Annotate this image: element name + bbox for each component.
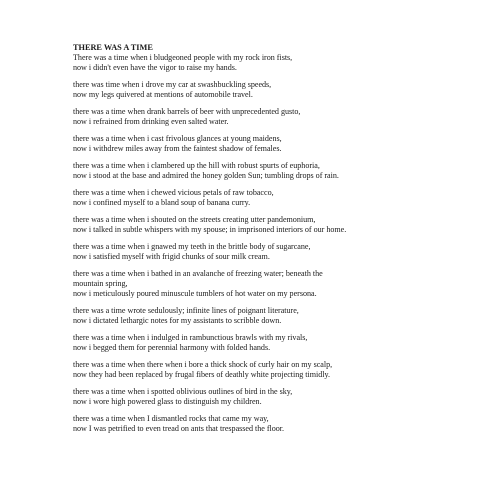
stanza — [73, 333, 473, 353]
stanza — [73, 188, 473, 208]
poem-page — [73, 43, 473, 441]
poem-line: there was a time when I dismantled rocks that came my way, — [73, 414, 269, 423]
stanza — [73, 306, 473, 326]
stanza — [73, 80, 473, 100]
poem-line: mountain spring, — [73, 279, 128, 288]
stanza — [73, 134, 473, 154]
stanza — [73, 53, 473, 73]
stanza — [73, 269, 473, 299]
poem-line: there was a time when i shouted on the streets creating utter pandemonium, — [73, 215, 316, 224]
stanza — [73, 161, 473, 181]
poem-line: now i stood at the base and admired the honey golden Sun; tumbling drops of rain. — [73, 171, 339, 180]
poem-line: there was a time when i chewed vicious petals of raw tobacco, — [73, 188, 274, 197]
stanza — [73, 215, 473, 235]
stanza — [73, 242, 473, 262]
poem-line: now i begged them for perennial harmony with folded hands. — [73, 343, 271, 352]
poem-line: there was a time when i spotted oblivious outlines of bird in the sky, — [73, 387, 293, 396]
poem-line: now i confined myself to a bland soup of banana curry. — [73, 198, 251, 207]
poem-line: now i wore high powered glass to distinguish my children. — [73, 397, 262, 406]
poem-line: now i didn't even have the vigor to raise my hands. — [73, 63, 237, 72]
poem-line: there was a time when i clambered up the hill with robust spurts of euphoria, — [73, 161, 320, 170]
poem-line: now i talked in subtle whispers with my spouse; in imprisoned interiors of our home. — [73, 225, 347, 234]
poem-line: now i meticulously poured minuscule tumblers of hot water on my persona. — [73, 289, 317, 298]
poem-line: there was a time when i bathed in an avalanche of freezing water; beneath the — [73, 269, 323, 278]
poem-line: now i refrained from drinking even salted water. — [73, 117, 229, 126]
stanza — [73, 387, 473, 407]
poem-line: now my legs quivered at mentions of automobile travel. — [73, 90, 253, 99]
poem-line: now I was petrified to even tread on ants that trespassed the floor. — [73, 424, 285, 433]
poem-line: there was a time wrote sedulously; infinite lines of poignant literature, — [73, 306, 299, 315]
stanza — [73, 107, 473, 127]
poem-line: there was time when i drove my car at swashbuckling speeds, — [73, 80, 272, 89]
poem-line: there was a time when i cast frivolous glances at young maidens, — [73, 134, 282, 143]
poem-title: THERE WAS A TIME — [73, 43, 153, 52]
poem-body — [73, 53, 473, 434]
poem-line: now i withdrew miles away from the faintest shadow of females. — [73, 144, 282, 153]
stanza — [73, 414, 473, 434]
poem-line: there was a time when drank barrels of beer with unprecedented gusto, — [73, 107, 301, 116]
poem-line: there was a time when i gnawed my teeth in the brittle body of sugarcane, — [73, 242, 311, 251]
stanza — [73, 360, 473, 380]
poem-line: There was a time when i bludgeoned people with my rock iron fists, — [73, 53, 293, 62]
poem-line: there was a time when there when i bore a thick shock of curly hair on my scalp, — [73, 360, 333, 369]
poem-line: there was a time when i indulged in rambunctious brawls with my rivals, — [73, 333, 308, 342]
poem-line: now i dictated lethargic notes for my assistants to scribble down. — [73, 316, 282, 325]
poem-line: now i satisfied myself with frigid chunks of sour milk cream. — [73, 252, 270, 261]
poem-line: now they had been replaced by frugal fibers of deathly white projecting timidly. — [73, 370, 331, 379]
